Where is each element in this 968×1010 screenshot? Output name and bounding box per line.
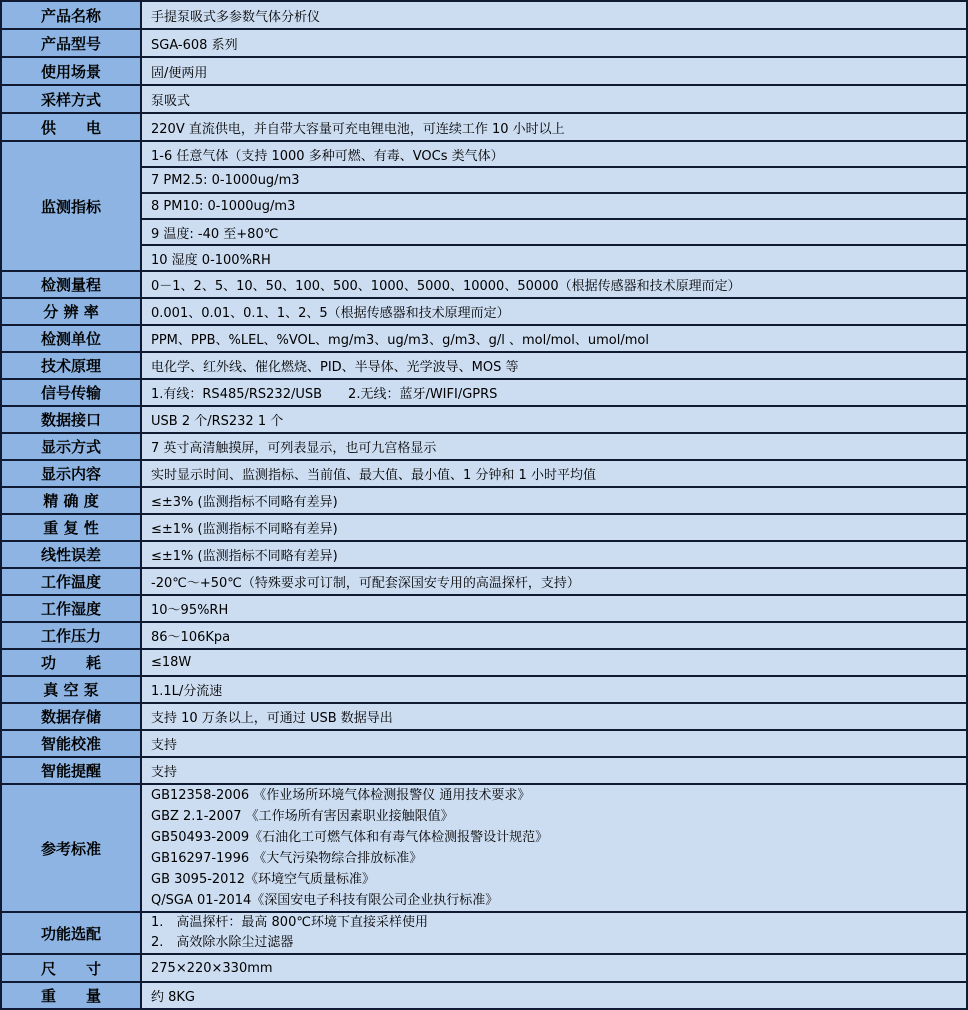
power-consumption-label: 功 耗 — [1, 649, 141, 676]
row-weight — [1, 982, 967, 1009]
vacuum-pump-value: 1.1L/分流速 — [141, 676, 967, 703]
repeatability-value: ≤±1% (监测指标不同略有差异) — [141, 514, 967, 541]
row-working-temperature — [1, 568, 967, 595]
monitoring-indicator-5-value: 10 湿度 0-100%RH — [141, 245, 967, 271]
detection-units-label: 检测单位 — [1, 325, 141, 352]
vacuum-pump-label: 真 空 泵 — [1, 676, 141, 703]
power-supply-value: 220V 直流供电，并自带大容量可充电锂电池，可连续工作 10 小时以上 — [141, 113, 967, 141]
row-monitoring-indicators-3 — [1, 193, 967, 219]
row-optional-features — [1, 912, 967, 954]
row-display-mode — [1, 433, 967, 460]
row-data-storage — [1, 703, 967, 730]
sampling-method-value: 泵吸式 — [141, 85, 967, 113]
detection-range-value: 0－1、2、5、10、50、100、500、1000、5000、10000、50000（根据传感器和技术原理而定） — [141, 271, 967, 298]
working-temperature-label: 工作温度 — [1, 568, 141, 595]
product-model-value: SGA-608 系列 — [141, 29, 967, 57]
row-monitoring-indicators-4 — [1, 219, 967, 245]
monitoring-indicator-2-value: 7 PM2.5: 0-1000ug/m3 — [141, 167, 967, 193]
power-consumption-value: ≤18W — [141, 649, 967, 676]
row-smart-reminder — [1, 757, 967, 784]
linearity-error-value: ≤±1% (监测指标不同略有差异) — [141, 541, 967, 568]
reference-standard-3: GB50493-2009《石油化工可燃气体和有毒气体检测报警设计规范》 — [151, 830, 549, 845]
linearity-error-label: 线性误差 — [1, 541, 141, 568]
row-vacuum-pump — [1, 676, 967, 703]
row-product-model — [1, 29, 967, 57]
display-mode-value: 7 英寸高清触摸屏，可列表显示，也可九宫格显示 — [141, 433, 967, 460]
signal-transmission-value: 1.有线：RS485/RS232/USB 2.无线：蓝牙/WIFI/GPRS — [141, 379, 967, 406]
row-technical-principle — [1, 352, 967, 379]
row-resolution — [1, 298, 967, 325]
row-data-interface — [1, 406, 967, 433]
smart-reminder-value: 支持 — [141, 757, 967, 784]
resolution-label: 分 辨 率 — [1, 298, 141, 325]
working-pressure-label: 工作压力 — [1, 622, 141, 649]
row-repeatability — [1, 514, 967, 541]
smart-calibration-value: 支持 — [141, 730, 967, 757]
usage-scenario-value: 固/便两用 — [141, 57, 967, 85]
row-reference-standards — [1, 784, 967, 912]
optional-features-label: 功能选配 — [1, 912, 141, 954]
monitoring-indicators-label: 监测指标 — [1, 141, 141, 271]
working-humidity-label: 工作湿度 — [1, 595, 141, 622]
reference-standards-value — [141, 784, 967, 912]
working-humidity-value: 10～95%RH — [141, 595, 967, 622]
detection-units-value: PPM、PPB、%LEL、%VOL、mg/m3、ug/m3、g/m3、g/l 、mol/mol、umol/mol — [141, 325, 967, 352]
row-signal-transmission — [1, 379, 967, 406]
monitoring-indicator-1-value: 1-6 任意气体（支持 1000 多种可燃、有毒、VOCs 类气体） — [141, 141, 967, 167]
row-monitoring-indicators-1 — [1, 141, 967, 167]
reference-standard-4: GB16297-1996 《大气污染物综合排放标准》 — [151, 851, 423, 866]
data-storage-value: 支持 10 万条以上，可通过 USB 数据导出 — [141, 703, 967, 730]
repeatability-label: 重 复 性 — [1, 514, 141, 541]
dimensions-value: 275×220×330mm — [141, 954, 967, 982]
row-power-consumption — [1, 649, 967, 676]
reference-standard-5: GB 3095-2012《环境空气质量标准》 — [151, 872, 375, 887]
row-sampling-method — [1, 85, 967, 113]
row-product-name — [1, 1, 967, 29]
row-monitoring-indicators-2 — [1, 167, 967, 193]
optional-feature-2: 2. 高效除水除尘过滤器 — [151, 935, 294, 950]
data-storage-label: 数据存储 — [1, 703, 141, 730]
sampling-method-label: 采样方式 — [1, 85, 141, 113]
row-dimensions — [1, 954, 967, 982]
signal-transmission-label: 信号传输 — [1, 379, 141, 406]
data-interface-value: USB 2 个/RS232 1 个 — [141, 406, 967, 433]
row-linearity-error — [1, 541, 967, 568]
reference-standards-label: 参考标准 — [1, 784, 141, 912]
display-mode-label: 显示方式 — [1, 433, 141, 460]
monitoring-indicator-4-value: 9 温度: -40 至+80℃ — [141, 219, 967, 245]
smart-calibration-label: 智能校准 — [1, 730, 141, 757]
optional-features-value — [141, 912, 967, 954]
optional-feature-1: 1. 高温探杆：最高 800℃环境下直接采样使用 — [151, 915, 428, 930]
reference-standard-2: GBZ 2.1-2007 《工作场所有害因素职业接触限值》 — [151, 809, 454, 824]
resolution-value: 0.001、0.01、0.1、1、2、5（根据传感器和技术原理而定） — [141, 298, 967, 325]
reference-standard-1: GB12358-2006 《作业场所环境气体检测报警仪 通用技术要求》 — [151, 788, 531, 803]
reference-standard-6: Q/SGA 01-2014《深国安电子科技有限公司企业执行标准》 — [151, 893, 499, 908]
monitoring-indicator-3-value: 8 PM10: 0-1000ug/m3 — [141, 193, 967, 219]
technical-principle-label: 技术原理 — [1, 352, 141, 379]
weight-value: 约 8KG — [141, 982, 967, 1009]
row-monitoring-indicators-5 — [1, 245, 967, 271]
product-model-label: 产品型号 — [1, 29, 141, 57]
display-content-label: 显示内容 — [1, 460, 141, 487]
row-accuracy — [1, 487, 967, 514]
product-name-value: 手提泵吸式多参数气体分析仪 — [141, 1, 967, 29]
row-power-supply — [1, 113, 967, 141]
row-detection-units — [1, 325, 967, 352]
row-display-content — [1, 460, 967, 487]
power-supply-label: 供 电 — [1, 113, 141, 141]
row-smart-calibration — [1, 730, 967, 757]
display-content-value: 实时显示时间、监测指标、当前值、最大值、最小值、1 分钟和 1 小时平均值 — [141, 460, 967, 487]
working-temperature-value: -20℃～+50℃（特殊要求可订制，可配套深国安专用的高温探杆，支持） — [141, 568, 967, 595]
working-pressure-value: 86～106Kpa — [141, 622, 967, 649]
technical-principle-value: 电化学、红外线、催化燃烧、PID、半导体、光学波导、MOS 等 — [141, 352, 967, 379]
data-interface-label: 数据接口 — [1, 406, 141, 433]
detection-range-label: 检测量程 — [1, 271, 141, 298]
usage-scenario-label: 使用场景 — [1, 57, 141, 85]
row-working-humidity — [1, 595, 967, 622]
row-working-pressure — [1, 622, 967, 649]
weight-label: 重 量 — [1, 982, 141, 1009]
accuracy-value: ≤±3% (监测指标不同略有差异) — [141, 487, 967, 514]
smart-reminder-label: 智能提醒 — [1, 757, 141, 784]
dimensions-label: 尺 寸 — [1, 954, 141, 982]
accuracy-label: 精 确 度 — [1, 487, 141, 514]
row-usage-scenario — [1, 57, 967, 85]
product-name-label: 产品名称 — [1, 1, 141, 29]
row-detection-range — [1, 271, 967, 298]
